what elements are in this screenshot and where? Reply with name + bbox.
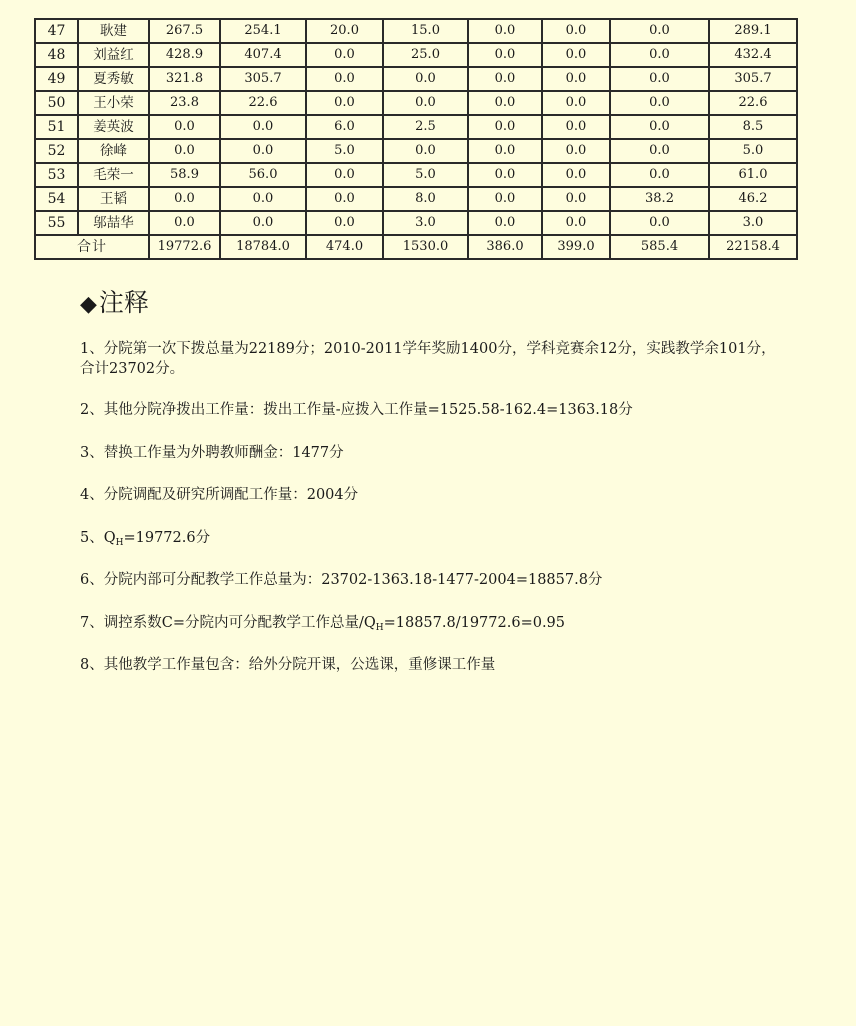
value-cell: 321.8 [149, 67, 220, 91]
value-cell: 0.0 [220, 139, 306, 163]
table-row [35, 19, 797, 43]
value-cell: 3.0 [383, 211, 468, 235]
table-row [35, 211, 797, 235]
row-number-cell: 51 [35, 115, 78, 139]
name-cell: 邬喆华 [78, 211, 149, 235]
value-cell: 0.0 [306, 187, 383, 211]
value-cell: 0.0 [468, 187, 542, 211]
note-8: 8、其他教学工作量包含：给外分院开课，公选课，重修课工作量 [80, 657, 496, 673]
value-cell: 8.5 [709, 115, 797, 139]
value-cell: 0.0 [610, 115, 709, 139]
row-number-cell: 54 [35, 187, 78, 211]
workload-table [34, 18, 798, 260]
value-cell: 0.0 [542, 187, 610, 211]
row-number-cell: 47 [35, 19, 78, 43]
value-cell: 22.6 [709, 91, 797, 115]
value-cell: 25.0 [383, 43, 468, 67]
value-cell: 0.0 [468, 139, 542, 163]
value-cell: 0.0 [468, 211, 542, 235]
total-value-cell: 386.0 [468, 235, 542, 259]
value-cell: 38.2 [610, 187, 709, 211]
value-cell: 15.0 [383, 19, 468, 43]
value-cell: 0.0 [610, 163, 709, 187]
value-cell: 6.0 [306, 115, 383, 139]
note-3: 3、替换工作量为外聘教师酬金：1477分 [80, 445, 344, 461]
table-row [35, 43, 797, 67]
value-cell: 23.8 [149, 91, 220, 115]
value-cell: 289.1 [709, 19, 797, 43]
note-5-suffix: =19772.6分 [123, 530, 211, 546]
value-cell: 0.0 [610, 43, 709, 67]
note-7-prefix: 7、调控系数C=分院内可分配教学工作总量/Q [80, 615, 376, 631]
note-7-subscript: H [375, 623, 384, 633]
total-value-cell: 585.4 [610, 235, 709, 259]
value-cell: 0.0 [383, 139, 468, 163]
value-cell: 0.0 [306, 91, 383, 115]
value-cell: 0.0 [610, 67, 709, 91]
name-cell: 夏秀敏 [78, 67, 149, 91]
table-body [35, 19, 797, 259]
value-cell: 3.0 [709, 211, 797, 235]
value-cell: 0.0 [610, 19, 709, 43]
row-number-cell: 53 [35, 163, 78, 187]
value-cell: 0.0 [610, 139, 709, 163]
note-5 [80, 528, 780, 553]
value-cell: 56.0 [220, 163, 306, 187]
row-number-cell: 48 [35, 43, 78, 67]
value-cell: 0.0 [383, 91, 468, 115]
value-cell: 2.5 [383, 115, 468, 139]
value-cell: 267.5 [149, 19, 220, 43]
total-row [35, 235, 797, 259]
value-cell: 0.0 [149, 115, 220, 139]
name-cell: 刘益红 [78, 43, 149, 67]
table-row [35, 187, 797, 211]
value-cell: 8.0 [383, 187, 468, 211]
value-cell: 0.0 [542, 211, 610, 235]
value-cell: 0.0 [468, 67, 542, 91]
table-row [35, 115, 797, 139]
total-value-cell: 474.0 [306, 235, 383, 259]
row-number-cell: 52 [35, 139, 78, 163]
notes-title-text: 注释 [98, 288, 149, 317]
name-cell: 王韬 [78, 187, 149, 211]
note-7-suffix: =18857.8/19772.6=0.95 [383, 615, 566, 631]
value-cell: 0.0 [610, 91, 709, 115]
value-cell: 0.0 [306, 211, 383, 235]
total-value-cell: 18784.0 [220, 235, 306, 259]
note-6: 6、分院内部可分配教学工作总量为：23702-1363.18-1477-2004=18857.8分 [80, 572, 603, 588]
name-cell: 徐峰 [78, 139, 149, 163]
value-cell: 0.0 [306, 163, 383, 187]
value-cell: 305.7 [709, 67, 797, 91]
value-cell: 0.0 [149, 211, 220, 235]
value-cell: 61.0 [709, 163, 797, 187]
value-cell: 0.0 [468, 43, 542, 67]
table-row [35, 67, 797, 91]
value-cell: 0.0 [542, 115, 610, 139]
table-row [35, 91, 797, 115]
value-cell: 0.0 [610, 211, 709, 235]
value-cell: 0.0 [542, 139, 610, 163]
value-cell: 407.4 [220, 43, 306, 67]
value-cell: 0.0 [220, 115, 306, 139]
value-cell: 0.0 [383, 67, 468, 91]
value-cell: 0.0 [542, 67, 610, 91]
note-5-prefix: 5、Q [80, 530, 116, 546]
value-cell: 22.6 [220, 91, 306, 115]
value-cell: 0.0 [306, 43, 383, 67]
value-cell: 5.0 [709, 139, 797, 163]
value-cell: 0.0 [220, 187, 306, 211]
note-7 [80, 613, 780, 638]
value-cell: 0.0 [468, 19, 542, 43]
value-cell: 58.9 [149, 163, 220, 187]
note-5-subscript: H [115, 538, 124, 548]
row-number-cell: 55 [35, 211, 78, 235]
value-cell: 5.0 [306, 139, 383, 163]
note-1: 1、分院第一次下拨总量为22189分；2010-2011学年奖励1400分，学科竞赛余12分，实践教学余101分，合计23702分。 [80, 341, 776, 377]
name-cell: 毛荣一 [78, 163, 149, 187]
value-cell: 0.0 [542, 43, 610, 67]
row-number-cell: 50 [35, 91, 78, 115]
table-row [35, 163, 797, 187]
value-cell: 5.0 [383, 163, 468, 187]
value-cell: 0.0 [468, 163, 542, 187]
value-cell: 0.0 [468, 91, 542, 115]
value-cell: 0.0 [542, 163, 610, 187]
note-4: 4、分院调配及研究所调配工作量：2004分 [80, 487, 359, 503]
row-number-cell: 49 [35, 67, 78, 91]
notes-heading [80, 286, 149, 322]
total-value-cell: 19772.6 [149, 235, 220, 259]
value-cell: 305.7 [220, 67, 306, 91]
total-value-cell: 399.0 [542, 235, 610, 259]
diamond-icon: ◆ [80, 292, 97, 317]
value-cell: 0.0 [149, 139, 220, 163]
name-cell: 姜英波 [78, 115, 149, 139]
value-cell: 428.9 [149, 43, 220, 67]
value-cell: 432.4 [709, 43, 797, 67]
value-cell: 46.2 [709, 187, 797, 211]
value-cell: 20.0 [306, 19, 383, 43]
value-cell: 0.0 [542, 91, 610, 115]
value-cell: 0.0 [220, 211, 306, 235]
note-2: 2、其他分院净拨出工作量：拨出工作量-应拨入工作量=1525.58-162.4=1363.18分 [80, 402, 633, 418]
name-cell: 王小荣 [78, 91, 149, 115]
total-value-cell: 22158.4 [709, 235, 797, 259]
value-cell: 0.0 [306, 67, 383, 91]
name-cell: 耿建 [78, 19, 149, 43]
value-cell: 254.1 [220, 19, 306, 43]
table-row [35, 139, 797, 163]
value-cell: 0.0 [542, 19, 610, 43]
value-cell: 0.0 [149, 187, 220, 211]
total-value-cell: 1530.0 [383, 235, 468, 259]
value-cell: 0.0 [468, 115, 542, 139]
total-label-cell: 合计 [35, 235, 149, 259]
